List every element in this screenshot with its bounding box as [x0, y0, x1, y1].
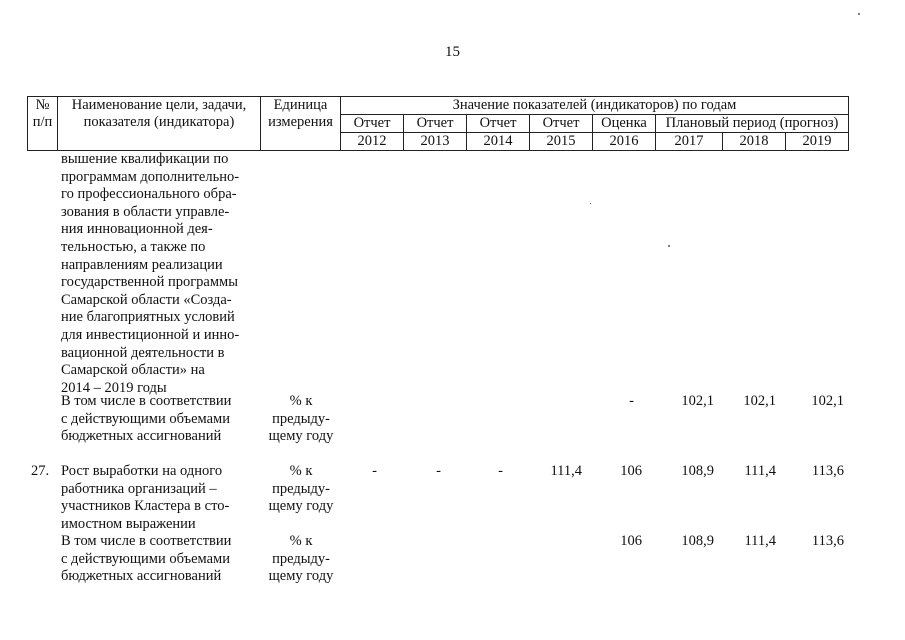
header-name: Наименование цели, задачи, показателя (индикатора) [58, 97, 261, 151]
scan-speck [858, 13, 860, 15]
row-number: 27. [31, 463, 50, 479]
value-cell: 111,4 [744, 463, 776, 479]
value-cell: - [436, 463, 441, 479]
row-name: В том числе в соответствии с действующими объемами бюджетных ассигнований [61, 393, 232, 445]
header-year: 2016 [593, 133, 656, 151]
header-year: 2015 [530, 133, 593, 151]
indicator-table-header [27, 96, 849, 151]
value-cell: - [629, 393, 634, 409]
row-unit: % к предыду- щему году [268, 533, 334, 585]
header-year: 2012 [341, 133, 404, 151]
value-cell: 108,9 [681, 463, 714, 479]
scan-speck [668, 245, 670, 247]
header-year: 2013 [404, 133, 467, 151]
value-cell: 106 [620, 463, 642, 479]
continuation-text: вышение квалификации по программам дополнительно- го профессионального обра- зования в области управле- ния инновационной дея- тельностью, а также по направлениям реализации государственной программы Самарской области «Созда- ние благоприятных условий для инвестиционной и инно- вационной деятельности в Самарской области» на 2014 – 2019 годы [61, 151, 240, 396]
row-name: В том числе в соответствии с действующими объемами бюджетных ассигнований [61, 533, 232, 585]
header-values-title: Значение показателей (индикаторов) по годам [341, 97, 849, 115]
header-number: № п/п [28, 97, 58, 151]
header-col-label: Отчет [404, 115, 467, 133]
header-year: 2019 [786, 133, 849, 151]
header-year: 2018 [723, 133, 786, 151]
row-unit: % к предыду- щему году [268, 393, 334, 445]
row-name: Рост выработки на одного работника организаций – участников Кластера в сто- имостном выражении [61, 463, 230, 532]
value-cell: - [372, 463, 377, 479]
value-cell: 113,6 [811, 533, 844, 549]
header-col-label: Отчет [341, 115, 404, 133]
value-cell: 111,4 [744, 533, 776, 549]
scan-speck [590, 203, 591, 204]
value-cell: 102,1 [811, 393, 844, 409]
header-unit: Единица измерения [261, 97, 341, 151]
header-year: 2017 [656, 133, 723, 151]
value-cell: 113,6 [811, 463, 844, 479]
header-planned-period: Плановый период (прогноз) [656, 115, 849, 133]
value-cell: - [498, 463, 503, 479]
header-col-label: Отчет [467, 115, 530, 133]
value-cell: 111,4 [550, 463, 582, 479]
value-cell: 106 [620, 533, 642, 549]
header-col-label: Оценка [593, 115, 656, 133]
value-cell: 108,9 [681, 533, 714, 549]
value-cell: 102,1 [681, 393, 714, 409]
header-col-label: Отчет [530, 115, 593, 133]
header-year: 2014 [467, 133, 530, 151]
page-number: 15 [445, 44, 460, 60]
value-cell: 102,1 [743, 393, 776, 409]
row-unit: % к предыду- щему году [268, 463, 334, 515]
